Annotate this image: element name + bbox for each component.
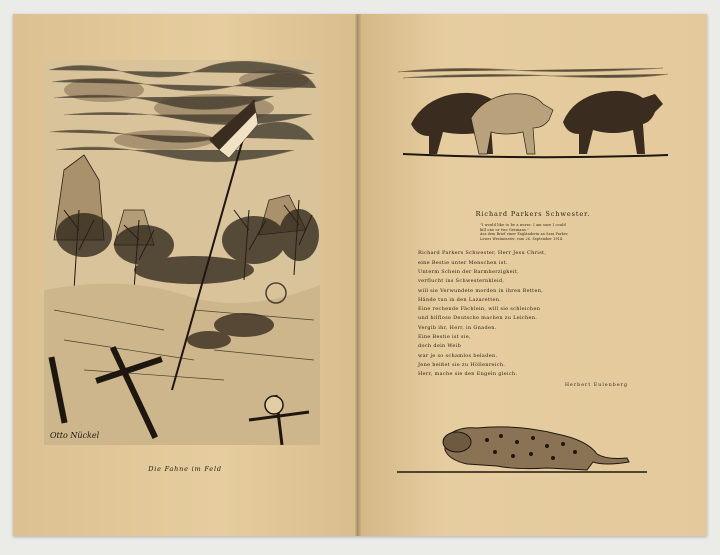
poem-line: verflucht ins Schwesternkleid, (418, 278, 505, 285)
poem-line: Richard Parkers Schwester, Herr Jesu Christ, (418, 250, 547, 257)
poem-author: Herbert Eulenberg (564, 382, 628, 388)
artist-signature: Otto Nückel (50, 431, 100, 440)
illustration-caption: Die Fahne im Feld (148, 465, 222, 473)
poem-title: Richard Parkers Schwester. (475, 210, 591, 218)
poem-line: will sie Verwundete morden in ihren Betten, (418, 287, 544, 294)
poem-line: eine Bestie unter Menschen ist. (418, 259, 508, 266)
epigraph-source-line: Aus dem Brief einer Engländerin an Sara Parker, (480, 232, 569, 237)
epigraph-quote-line: kill one or two Germans." (480, 227, 529, 232)
poem-lines (418, 249, 648, 379)
poem-line: war je so schamlos beladen. (418, 352, 498, 359)
book-gutter (355, 14, 361, 536)
poem-line: Hände tun in den Lazaretten. (418, 296, 502, 303)
poem (418, 210, 648, 388)
epigraph-source-line: Lowes Westminster, vom 26. September 1914. (480, 236, 564, 241)
poem-line: Jene heißet sie zu Höllenreich. (418, 361, 506, 368)
poem-line: Vergib ihr, Herr, in Gnaden. (418, 324, 497, 331)
poem-line: Eine rechende Fächlein, will sie schleichen (418, 306, 541, 313)
poem-line: und hilflose Deutsche machen zu Leichen. (418, 315, 538, 322)
leopard-lithograph (397, 420, 649, 478)
battlefield-lithograph (44, 60, 320, 445)
epigraph-quote-line: "I would like to be a nurse. I am sure I could (480, 223, 566, 227)
poem-epigraph (480, 223, 630, 241)
poem-line: Unterm Schein der Barmherzigkeit, (418, 268, 519, 275)
poem-line: Herr, mache sie den Engeln gleich. (418, 371, 518, 378)
poem-line: doch dein Weib (418, 343, 462, 350)
poem-line: Eine Bestie ist sie, (418, 334, 471, 341)
hyenas-lithograph (393, 62, 675, 170)
